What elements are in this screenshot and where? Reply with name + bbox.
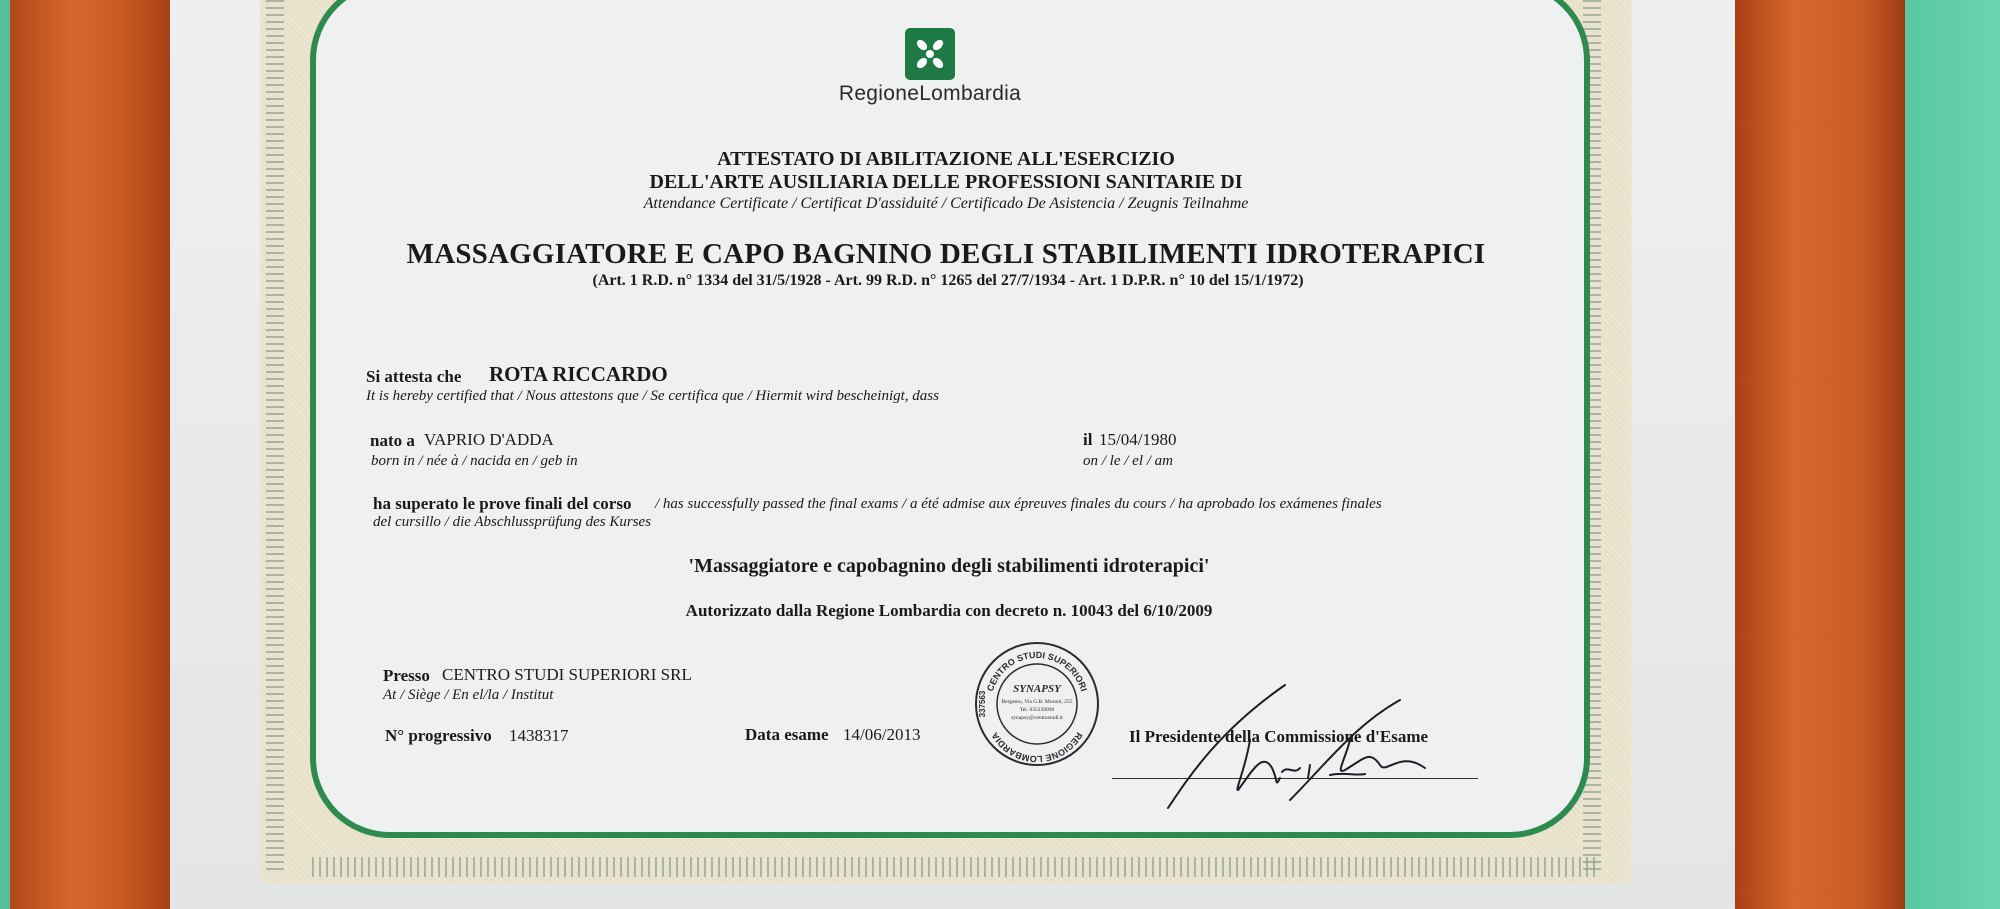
progressive-number: 1438317 xyxy=(509,726,569,745)
logo-wordmark: RegioneLombardia xyxy=(838,82,1022,105)
exam-date-value: 14/06/2013 xyxy=(843,725,921,744)
exam-date-label: Data esame xyxy=(745,725,829,744)
picture-frame-right xyxy=(1735,0,1905,909)
greek-key-border-bottom xyxy=(312,857,1595,877)
holder-name: ROTA RICCARDO xyxy=(489,362,668,386)
greek-key-border-left xyxy=(266,0,284,870)
course-passed-translations: / has successfully passed the final exams / a été admise aux épreuves finales du cours / ha aprobado los exámenes finales xyxy=(655,496,1382,512)
institute-translations: At / Siège / En el/la / Institut xyxy=(383,687,554,703)
institute-stamp xyxy=(973,640,1101,768)
holder-label: Si attesta che xyxy=(366,367,462,386)
birthplace-translations: born in / née à / nacida en / geb in xyxy=(371,453,578,469)
birthdate-translations: on / le / el / am xyxy=(1083,453,1173,469)
holder-label-translations: It is hereby certified that / Nous attestons que / Se certifica que / Hiermit wird bescheinigt, dass xyxy=(366,388,939,404)
institute-name: CENTRO STUDI SUPERIORI SRL xyxy=(442,665,692,684)
birthdate-label: il xyxy=(1083,430,1093,449)
header-translations: Attendance Certificate / Certificat D'assiduité / Certificado De Asistencia / Zeugnis Teilnahme xyxy=(643,195,1249,212)
header-line-1: ATTESTATO DI ABILITAZIONE ALL'ESERCIZIO xyxy=(717,148,1175,170)
stamp-ring-bottom: REGIONE LOMBARDIA xyxy=(989,730,1085,765)
stamp-center-line-1: Bergamo, Via G.B. Moroni, 255 xyxy=(1001,699,1073,705)
president-signature xyxy=(1150,680,1450,820)
stamp-center-line-3: synapsy@centrostudi.it xyxy=(1011,715,1063,721)
course-passed-translations-cont: del cursillo / die Abschlussprüfung des Kurses xyxy=(373,514,652,530)
birthplace-label: nato a xyxy=(370,431,415,450)
legal-reference: (Art. 1 R.D. n° 1334 del 31/5/1928 - Art. 99 R.D. n° 1265 del 27/7/1934 - Art. 1 D.P.R. n° 10 del 15/1/1972) xyxy=(592,272,1304,289)
progressive-label: N° progressivo xyxy=(385,726,492,745)
certificate-title: MASSAGGIATORE E CAPO BAGNINO DEGLI STABILIMENTI IDROTERAPICI xyxy=(406,238,1486,270)
picture-frame-left xyxy=(10,0,170,909)
svg-text:REGIONE LOMBARDIA xyxy=(989,730,1084,764)
course-authorization: Autorizzato dalla Regione Lombardia con decreto n. 10043 del 6/10/2009 xyxy=(685,601,1213,620)
stamp-code: 337563 xyxy=(978,690,987,718)
stamp-center-line-2: Tel. 035239090 xyxy=(1019,707,1055,713)
president-label: Il Presidente della Commissione d'Esame xyxy=(1129,727,1429,746)
regione-lombardia-logo-icon xyxy=(905,28,955,80)
birthdate-value: 15/04/1980 xyxy=(1099,430,1177,449)
stamp-center-title: SYNAPSY xyxy=(1013,683,1061,695)
institute-label: Presso xyxy=(383,666,430,685)
header-line-2: DELL'ARTE AUSILIARIA DELLE PROFESSIONI SANITARIE DI xyxy=(649,171,1243,193)
wall xyxy=(1905,0,2000,909)
birthplace-value: VAPRIO D'ADDA xyxy=(424,430,554,449)
wall xyxy=(0,0,10,909)
course-name: 'Massaggiatore e capobagnino degli stabilimenti idroterapici' xyxy=(688,555,1210,577)
stamp-ring-top: CENTRO STUDI SUPERIORI xyxy=(984,649,1090,693)
course-passed-label: ha superato le prove finali del corso xyxy=(373,494,632,513)
